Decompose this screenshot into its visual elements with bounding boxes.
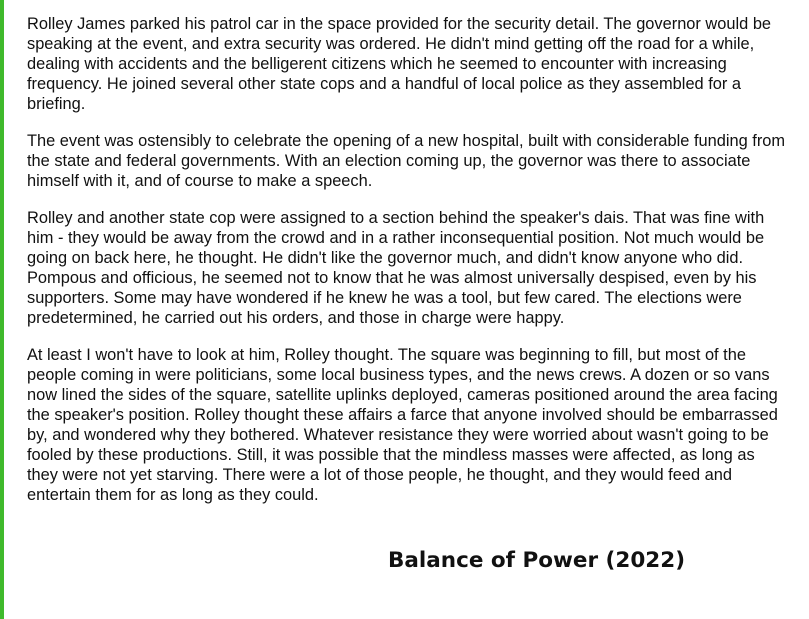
paragraph-1: Rolley James parked his patrol car in the space provided for the security detail. The governor would be speaking at the event, and extra security was ordered. He didn't mind getting off the road for a while, dealing with accidents and the belligerent citizens which he seemed to encounter with increasing frequency. He joined several other state cops and a handful of local police as they assembled for a briefing. <box>27 15 772 113</box>
paragraph-2: The event was ostensibly to celebrate the opening of a new hospital, built with considerable funding from the state and federal governments. With an election coming up, the governor was there to associate himself with it, and of course to make a speech. <box>27 132 786 190</box>
left-accent-bar <box>0 0 4 619</box>
paragraph-3: Rolley and another state cop were assigned to a section behind the speaker's dais. That was fine with him - they would be away from the crowd and in a rather inconsequential position. Not much would be going on back here, he thought. He didn't like the governor much, and didn't know anyone who did. Pompous and officious, he seemed not to know that he was almost universally despised, even by his supporters. Some may have wondered if he knew he was a tool, but few cared. The elections were predetermined, he carried out his orders, and those in charge were happy. <box>27 209 765 327</box>
book-title: Balance of Power (2022) <box>388 548 686 573</box>
paragraph-4: At least I won't have to look at him, Rolley thought. The square was beginning to fill, but most of the people coming in were politicians, some local business types, and the news crews. A dozen or so vans now lined the sides of the square, satellite uplinks deployed, cameras positioned around the area facing the speaker's position. Rolley thought these affairs a farce that anyone involved should be embarrassed by, and wondered why they bothered. Whatever resistance they were worried about wasn't going to be fooled by these productions. Still, it was possible that the mindless masses were affected, as long as they were not yet starving. There were a lot of those people, he thought, and they would feed and entertain them for as long as they could. <box>27 346 778 504</box>
story-excerpt <box>27 14 787 522</box>
